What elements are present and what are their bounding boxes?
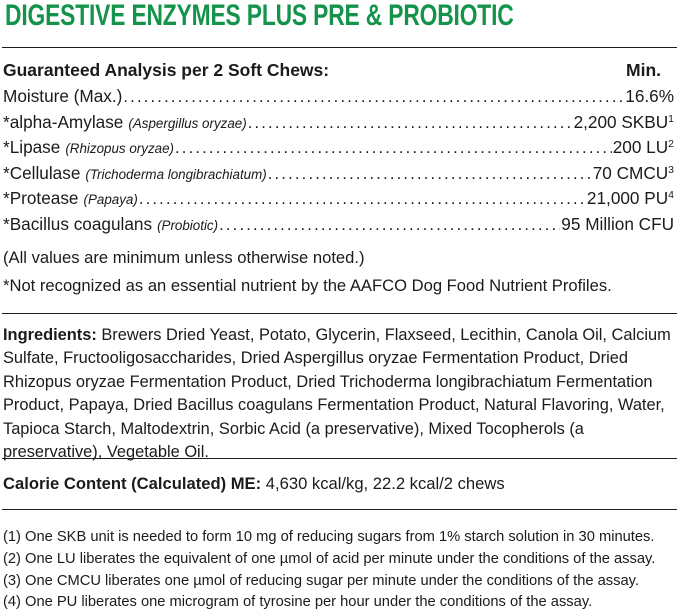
min-column-label: Min. [626, 60, 661, 80]
footnote-4: (4) One PU liberates one microgram of tyrosine per hour under the conditions of the assay. [3, 594, 593, 611]
all-values-note: (All values are minimum unless otherwise noted.) [3, 248, 365, 267]
value-text: 16.6% [625, 86, 674, 106]
nutrient-name: Moisture (Max.) [3, 86, 123, 106]
dot-leader [139, 190, 586, 209]
guaranteed-analysis-table [3, 86, 674, 240]
nutrient-name: *Cellulase [3, 162, 81, 183]
page-title: DIGESTIVE ENZYMES PLUS PRE & PROBIOTIC [5, 0, 514, 32]
nutrient-name: *alpha-Amylase [3, 111, 124, 132]
nutrient-name: *Lipase [3, 137, 61, 158]
calorie-content-line [3, 474, 505, 494]
aafco-note: *Not recognized as an essential nutrient by the AAFCO Dog Food Nutrient Profiles. [3, 276, 612, 295]
table-row [3, 137, 674, 163]
ingredients-paragraph [3, 324, 677, 464]
divider [2, 47, 677, 48]
dot-leader [219, 216, 560, 235]
table-row [3, 112, 674, 138]
dot-leader [248, 114, 573, 133]
dot-leader [268, 165, 592, 184]
nutrient-value [561, 214, 674, 235]
ingredients-text: Brewers Dried Yeast, Potato, Glycerin, Flaxseed, Lecithin, Canola Oil, Calcium Sulfate, Fructooligosaccharides, Dried Aspergillus oryzae Fermentation Product, Dried Rhizopus oryzae Fermentation Product, Dried Trichoderma longibrachiatum Fermentation Product, Papaya, Dried Bacillus coagulans Fermentation Product, Natural Flavoring, Water, Tapioca Starch, Maltodextrin, Sorbic Acid (a preservative), Mixed Tocopherols (a preservative), Vegetable Oil. [3, 326, 671, 462]
footnotes-block [3, 527, 679, 614]
nutrient-value [625, 86, 674, 107]
table-row [3, 214, 674, 240]
nutrient-value [593, 163, 674, 184]
nutrient-name: *Protease [3, 188, 79, 209]
divider [2, 313, 677, 314]
value-text: 2,200 SKBU [573, 111, 669, 132]
footnote-ref: 3 [668, 163, 674, 176]
guaranteed-analysis-heading: Guaranteed Analysis per 2 Soft Chews: [3, 60, 330, 80]
nutrient-source: (Trichoderma longibrachiatum) [85, 166, 267, 182]
footnote-ref: 2 [668, 138, 674, 151]
nutrient-source: (Aspergillus oryzae) [128, 115, 247, 131]
footnote-3: (3) One CMCU liberates one µmol of reducing sugar per minute under the conditions of the assay. [3, 572, 639, 589]
nutrient-source: (Papaya) [83, 192, 138, 208]
divider [2, 509, 677, 510]
ingredients-label: Ingredients: [3, 326, 97, 344]
divider [2, 458, 677, 459]
table-row [3, 86, 674, 112]
value-text: 70 CMCU [592, 162, 669, 183]
value-text: 95 Million CFU [561, 213, 674, 234]
calorie-label: Calorie Content (Calculated) ME: [3, 474, 262, 493]
guaranteed-analysis-header [3, 60, 675, 81]
table-row [3, 188, 674, 214]
value-text: 200 LU [612, 137, 669, 158]
footnote-ref: 4 [668, 189, 674, 202]
nutrient-source: (Rhizopus oryzae) [65, 141, 174, 157]
nutrient-value [574, 112, 674, 133]
nutrient-source: (Probiotic) [157, 217, 219, 233]
nutrient-value [613, 137, 674, 158]
nutrient-name: *Bacillus coagulans [3, 213, 153, 234]
dot-leader [123, 88, 624, 107]
table-row [3, 163, 674, 189]
value-text: 21,000 PU [586, 188, 669, 209]
footnote-1: (1) One SKB unit is needed to form 10 mg of reducing sugars from 1% starch solution in 30 minutes. [3, 529, 655, 545]
footnote-2: (2) One LU liberates the equivalent of one µmol of acid per minute under the conditions of the assay. [3, 550, 656, 567]
footnote-ref: 1 [668, 112, 674, 125]
dot-leader [175, 139, 612, 158]
nutrient-value [587, 188, 674, 209]
calorie-value: 4,630 kcal/kg, 22.2 kcal/2 chews [261, 474, 505, 493]
